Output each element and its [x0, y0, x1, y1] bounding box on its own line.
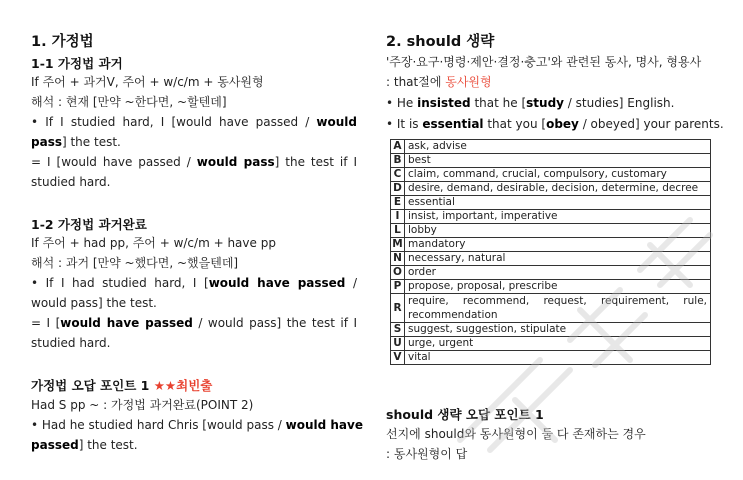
formula-past-conditional: If 주어 + 과거V, 주어 + w/c/m + 동사원형: [31, 75, 264, 89]
answer-past-conditional-cont: studied hard.: [31, 175, 111, 189]
row-letter: U: [391, 337, 405, 351]
row-letter: C: [391, 168, 405, 182]
row-words: desire, demand, desirable, decision, determine, decree: [405, 182, 711, 196]
heading-past-perfect-conditional: 1-2 가정법 과거완료: [31, 217, 147, 232]
table-row: [391, 154, 711, 168]
row-letter: O: [391, 266, 405, 280]
table-row: [391, 140, 711, 154]
answer-past-conditional: = I [would have passed / would pass] the test if I: [31, 155, 357, 169]
row-letter: N: [391, 252, 405, 266]
inversion-note: Had S pp ~ : 가정법 과거완료(POINT 2): [31, 398, 254, 412]
row-words: necessary, natural: [405, 252, 711, 266]
row-letter: V: [391, 351, 405, 365]
table-row: [391, 252, 711, 266]
should-wrong-answer-note-cont: : 동사원형이 답: [386, 447, 468, 461]
should-example-2: • It is essential that you [obey / obeyed] your parents.: [386, 117, 724, 131]
row-letter: P: [391, 280, 405, 294]
table-row: [391, 337, 711, 351]
table-row: [391, 238, 711, 252]
table-row: [391, 224, 711, 238]
example-past-conditional: • If I studied hard, I [would have passed / would: [31, 115, 357, 129]
row-letter: L: [391, 224, 405, 238]
answer-past-perfect-conditional-cont: studied hard.: [31, 336, 111, 350]
row-letter: B: [391, 154, 405, 168]
section-title-should-omission: 2. should 생략: [386, 34, 495, 50]
row-letter: M: [392, 238, 403, 250]
should-intro: '주장·요구·명령·제안·결정·충고'와 관련된 동사, 명사, 형용사: [386, 55, 702, 69]
meaning-past-conditional: 해석 : 현재 [만약 ~한다면, ~할텐데]: [31, 95, 227, 109]
row-letter: S: [391, 323, 405, 337]
row-words: claim, command, crucial, compulsory, customary: [405, 168, 711, 182]
example-inversion: • Had he studied hard Chris [would pass / would have: [31, 418, 363, 432]
row-letter: E: [391, 196, 405, 210]
heading-should-wrong-answer-point: should 생략 오답 포인트 1: [386, 407, 544, 422]
table-row: [391, 294, 711, 323]
heading-wrong-answer-point: 가정법 오답 포인트 1 ★★최빈출: [31, 378, 213, 393]
row-words: propose, proposal, prescribe: [405, 280, 711, 294]
table-row: [391, 323, 711, 337]
should-example-1: • He insisted that he [study / studies] English.: [386, 96, 675, 110]
table-row: [391, 210, 711, 224]
row-letter: R: [391, 294, 405, 323]
meaning-past-perfect-conditional: 해석 : 과거 [만약 ~했다면, ~했을텐데]: [31, 256, 239, 270]
example-past-conditional-cont: pass] the test.: [31, 135, 121, 149]
row-words: suggest, suggestion, stipulate: [405, 323, 711, 337]
example-past-perfect-conditional: • If I had studied hard, I [would have passed /: [31, 276, 358, 290]
most-frequent-badge: ★★최빈출: [153, 378, 213, 393]
row-words: require, recommend, request, requirement, rule, recommendation: [405, 294, 711, 323]
should-rule: : that절에 동사원형: [386, 75, 492, 89]
row-words: best: [405, 154, 711, 168]
heading-past-conditional: 1-1 가정법 과거: [31, 56, 123, 71]
table-row: [391, 266, 711, 280]
row-words: mandatory: [405, 238, 711, 252]
section-title-conditional: 1. 가정법: [31, 34, 94, 50]
row-words: insist, important, imperative: [405, 210, 711, 224]
example-past-perfect-conditional-cont: would pass] the test.: [31, 296, 157, 310]
table-row: [391, 182, 711, 196]
table-row: [391, 280, 711, 294]
row-letter: A: [391, 140, 405, 154]
row-words: lobby: [405, 224, 711, 238]
row-words: vital: [405, 351, 711, 365]
row-words: urge, urgent: [405, 337, 711, 351]
row-words: ask, advise: [405, 140, 711, 154]
table-row: [391, 168, 711, 182]
should-wrong-answer-note: 선지에 should와 동사원형이 둘 다 존재하는 경우: [386, 427, 646, 441]
answer-past-perfect-conditional: = I [would have passed / would pass] the test if I: [31, 316, 358, 330]
row-letter: I: [391, 210, 405, 224]
formula-past-perfect-conditional: If 주어 + had pp, 주어 + w/c/m + have pp: [31, 236, 276, 250]
should-keyword-table: [390, 139, 711, 365]
example-inversion-cont: passed] the test.: [31, 438, 138, 452]
row-words: essential: [405, 196, 711, 210]
table-row: [391, 196, 711, 210]
row-letter: D: [391, 182, 405, 196]
row-words: order: [405, 266, 711, 280]
table-row: [391, 351, 711, 365]
